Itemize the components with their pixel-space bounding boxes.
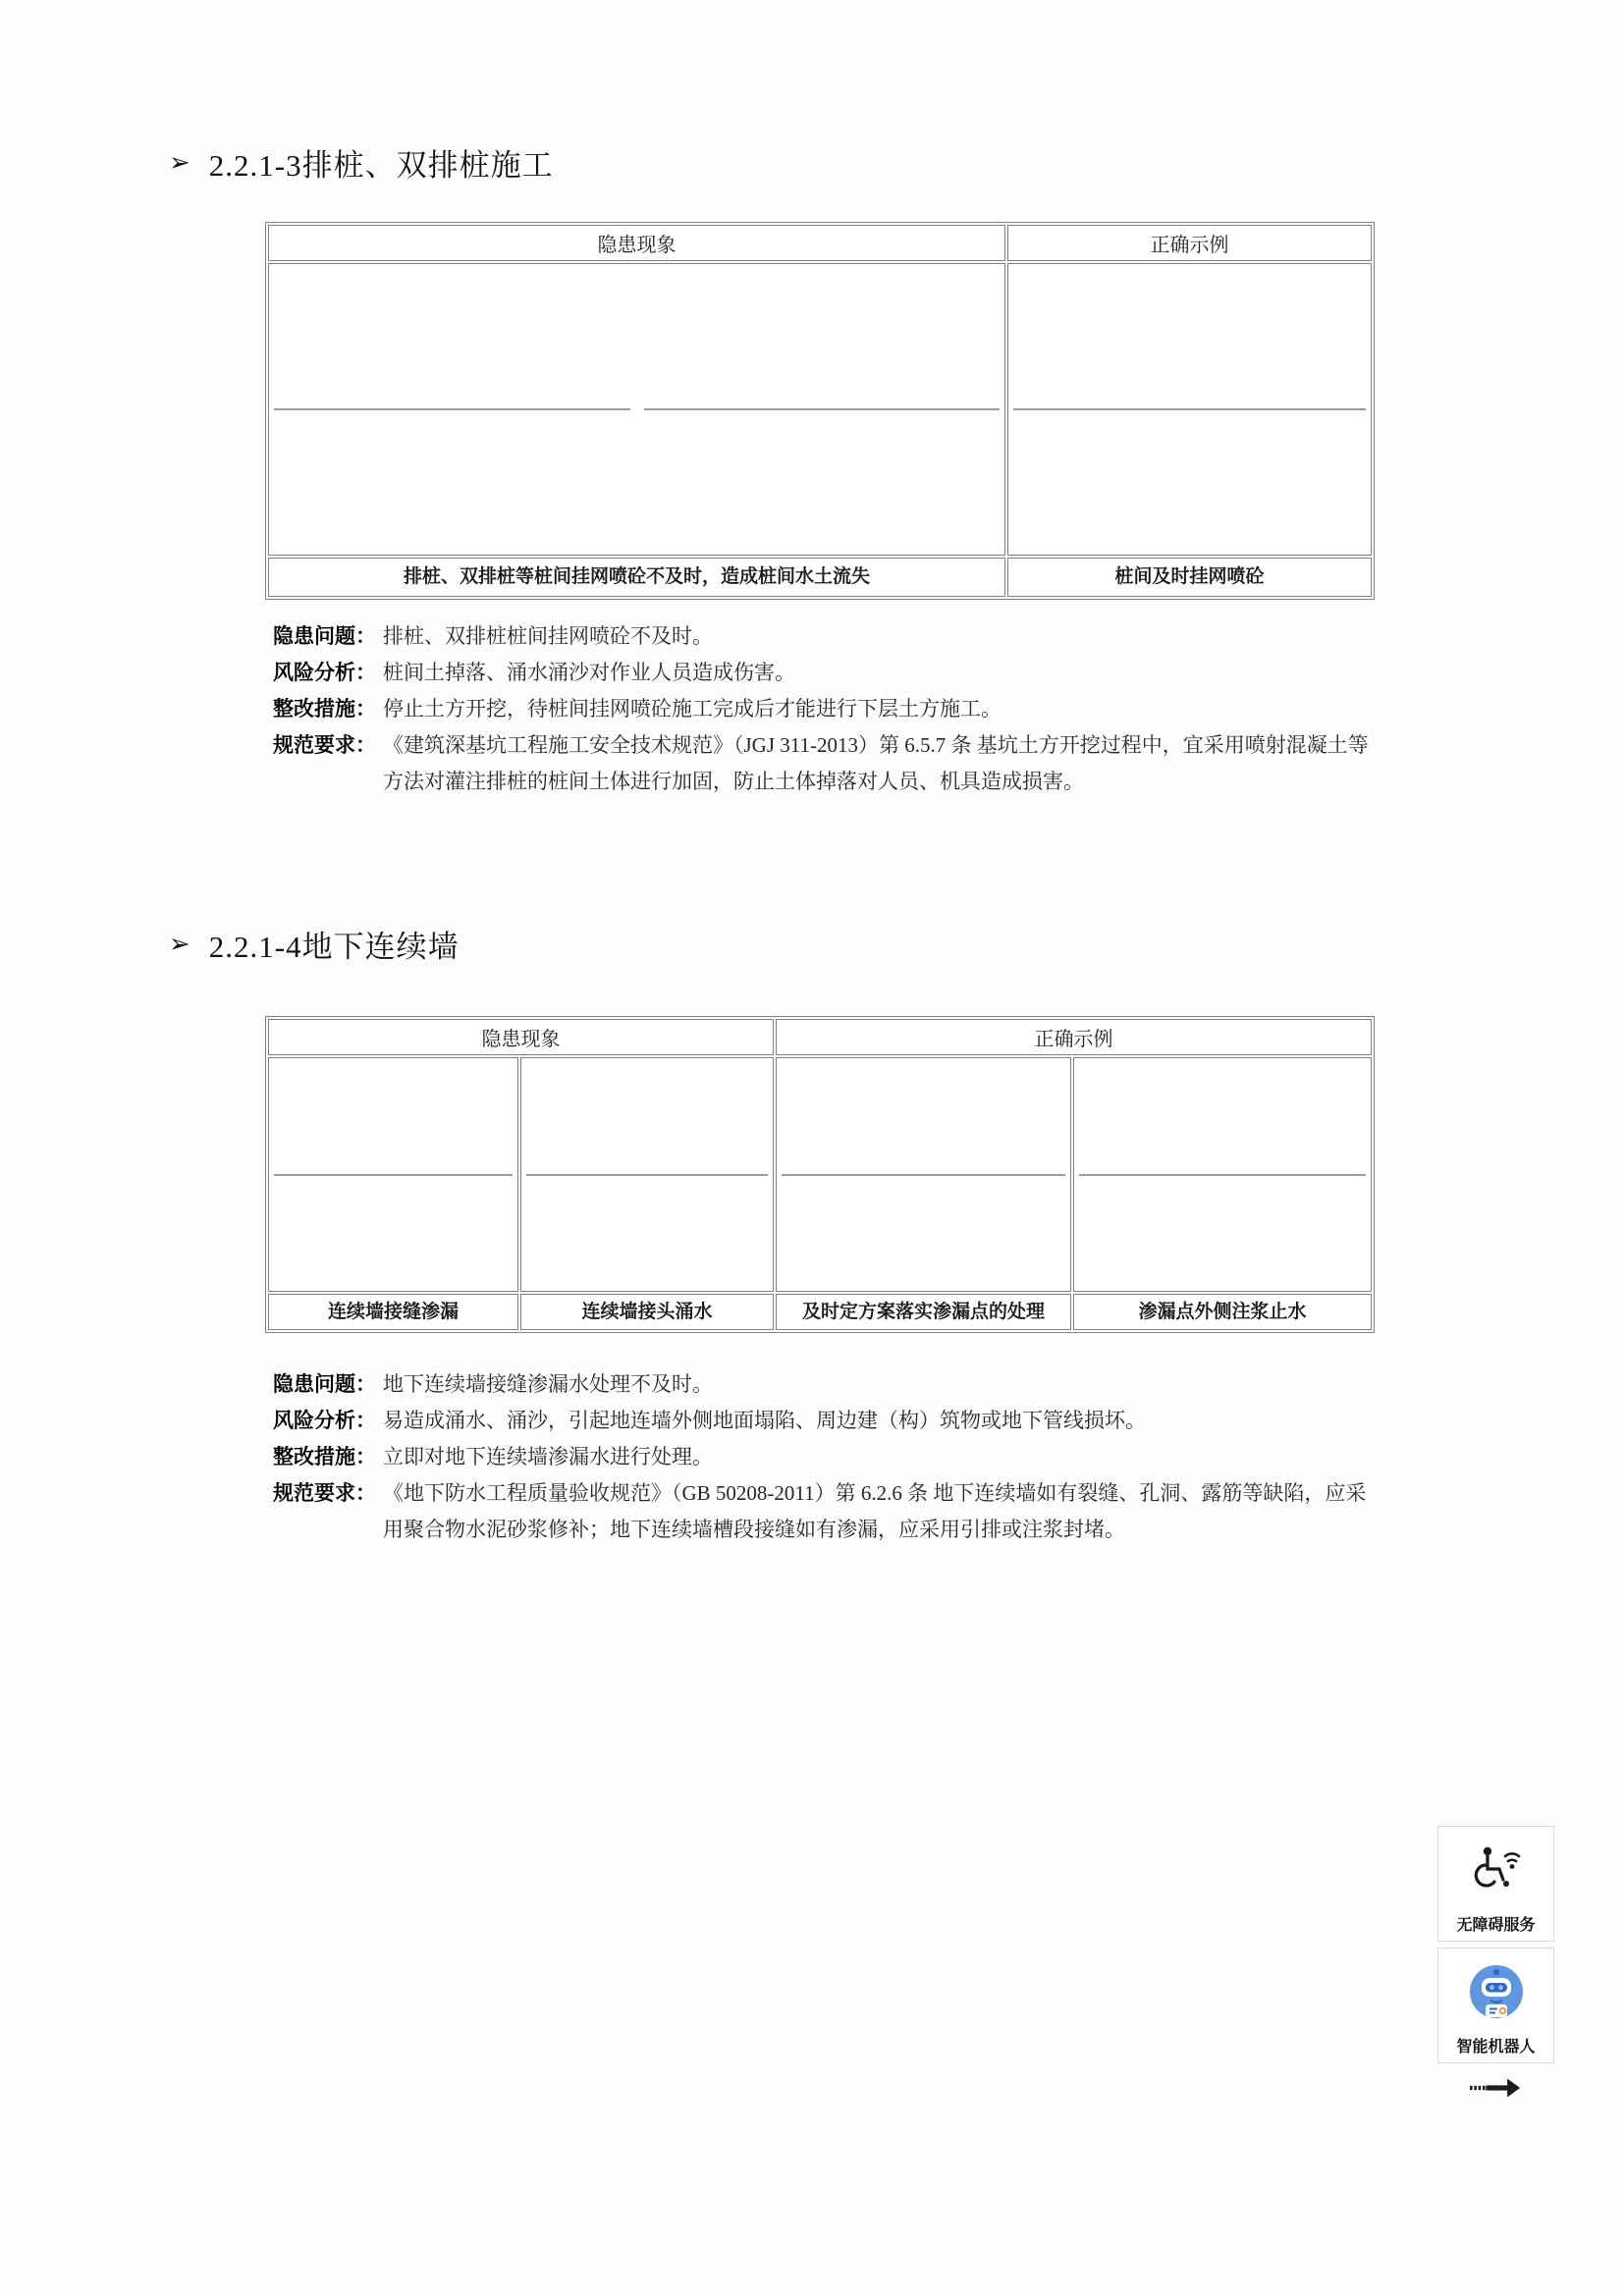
arrow-bullet-icon: ➢: [169, 929, 191, 959]
concrete-capping-beam: [275, 409, 629, 410]
detail-label: 隐患问题：: [273, 624, 376, 648]
accessibility-service-button[interactable]: [1437, 1826, 1554, 1942]
robot-icon: [1438, 1949, 1553, 2034]
detail-label: 风险分析：: [273, 1409, 376, 1432]
defect-circle-annotation: [329, 1175, 443, 1176]
hazard-table-piles: [265, 222, 1375, 600]
detail-label: 规范要求：: [273, 1481, 376, 1505]
section-title-text: 2.2.1-3排桩、双排桩施工: [208, 148, 554, 183]
detail-text: 易造成涌水、涌沙，引起地连墙外侧地面塌陷、周边建（构）筑物或地下管线损坏。: [383, 1409, 1146, 1432]
detail-row: [273, 1403, 1379, 1439]
photo-sandbag-treatment: [782, 1174, 1065, 1176]
detail-text: 立即对地下连续墙渗漏水进行处理。: [383, 1445, 713, 1468]
detail-row: [273, 618, 1379, 655]
table-header-correct: 正确示例: [1007, 225, 1372, 261]
detail-row: [273, 1475, 1379, 1548]
detail-row: [273, 655, 1379, 691]
section-title-2: [169, 922, 460, 966]
detail-row: [273, 727, 1379, 800]
arrow-bullet-icon: ➢: [169, 147, 191, 178]
photo-grouting-rig: [1079, 1174, 1366, 1176]
detail-row: [273, 691, 1379, 727]
photo-soil-collapse-closeup: [644, 408, 1001, 410]
table-header-hazard: 隐患现象: [268, 225, 1005, 261]
caption: 连续墙接头涌水: [520, 1294, 774, 1330]
detail-text: 《建筑深基坑工程施工安全技术规范》（JGJ 311-2013）第 6.5.7 条 基坑土方开挖过程中，宜采用喷射混凝土等方法对灌注排桩的桩间土体进行加固，防止土体掉落对人员、机具造成损害。: [383, 733, 1369, 793]
defect-circle-annotation: [623, 1175, 720, 1176]
section-title-1: [169, 140, 554, 185]
caption: 及时定方案落实渗漏点的处理: [776, 1294, 1071, 1330]
detail-row: [273, 1439, 1379, 1475]
detail-label: 规范要求：: [273, 733, 376, 757]
detail-text: 地下连续墙接缝渗漏水处理不及时。: [383, 1372, 713, 1396]
caption-hazard: 排桩、双排桩等桩间挂网喷砼不及时，造成桩间水土流失: [268, 558, 1005, 597]
caption-correct: 桩间及时挂网喷砼: [1007, 558, 1372, 597]
correct-photo-cell: [1007, 263, 1372, 556]
detail-text: 桩间土掉落、涌水涌沙对作业人员造成伤害。: [383, 661, 795, 684]
hazard-photos-cell: [268, 263, 1005, 556]
accessibility-service-label: 无障碍服务: [1456, 1917, 1536, 1934]
collapse-arrow-icon[interactable]: [1470, 2073, 1521, 2103]
caption: 渗漏点外侧注浆止水: [1073, 1294, 1372, 1330]
hazard-table-diaphragm-wall: [265, 1016, 1375, 1333]
caption: 连续墙接缝渗漏: [268, 1294, 518, 1330]
hazard-photo-cell: [520, 1057, 774, 1292]
table-header-hazard: 隐患现象: [268, 1019, 774, 1055]
smart-robot-label: 智能机器人: [1456, 2039, 1536, 2056]
correct-photo-cell: [1073, 1057, 1372, 1292]
capping-beam: [1013, 408, 1279, 410]
table-header-correct: 正确示例: [776, 1019, 1372, 1055]
defect-circle-annotation: [776, 409, 906, 410]
wheelchair-wifi-icon: [1438, 1827, 1553, 1912]
detail-block-1: [273, 618, 1379, 800]
detail-label: 整改措施：: [273, 697, 376, 721]
detail-label: 风险分析：: [273, 661, 376, 684]
detail-block-2: [273, 1366, 1379, 1548]
smart-robot-button[interactable]: [1437, 1948, 1554, 2063]
detail-label: 整改措施：: [273, 1445, 376, 1468]
section-title-text: 2.2.1-4地下连续墙: [208, 930, 460, 964]
photo-pile-wall-soil-loss: [274, 408, 630, 410]
hazard-photo-cell: [268, 1057, 518, 1292]
detail-row: [273, 1366, 1379, 1403]
gushing-cone: [628, 1174, 690, 1176]
detail-label: 隐患问题：: [273, 1372, 376, 1396]
defect-circle-annotation: [392, 409, 509, 410]
photo-wall-seam-leak: [274, 1174, 513, 1176]
photo-shotcrete-wall-excavator: [1013, 408, 1366, 410]
correct-photo-cell: [776, 1057, 1071, 1292]
detail-text: 《地下防水工程质量验收规范》（GB 50208-2011）第 6.2.6 条 地下连续墙如有裂缝、孔洞、露筋等缺陷，应采用聚合物水泥砂浆修补；地下连续墙槽段接缝如有渗漏，应采用引排或注浆封堵。: [383, 1481, 1367, 1541]
photo-joint-water-gushing: [526, 1174, 768, 1176]
excavator-arm: [1245, 408, 1288, 410]
detail-text: 停止土方开挖，待桩间挂网喷砼施工完成后才能进行下层土方施工。: [383, 697, 1001, 721]
detail-text: 排桩、双排桩桩间挂网喷砼不及时。: [383, 624, 713, 648]
